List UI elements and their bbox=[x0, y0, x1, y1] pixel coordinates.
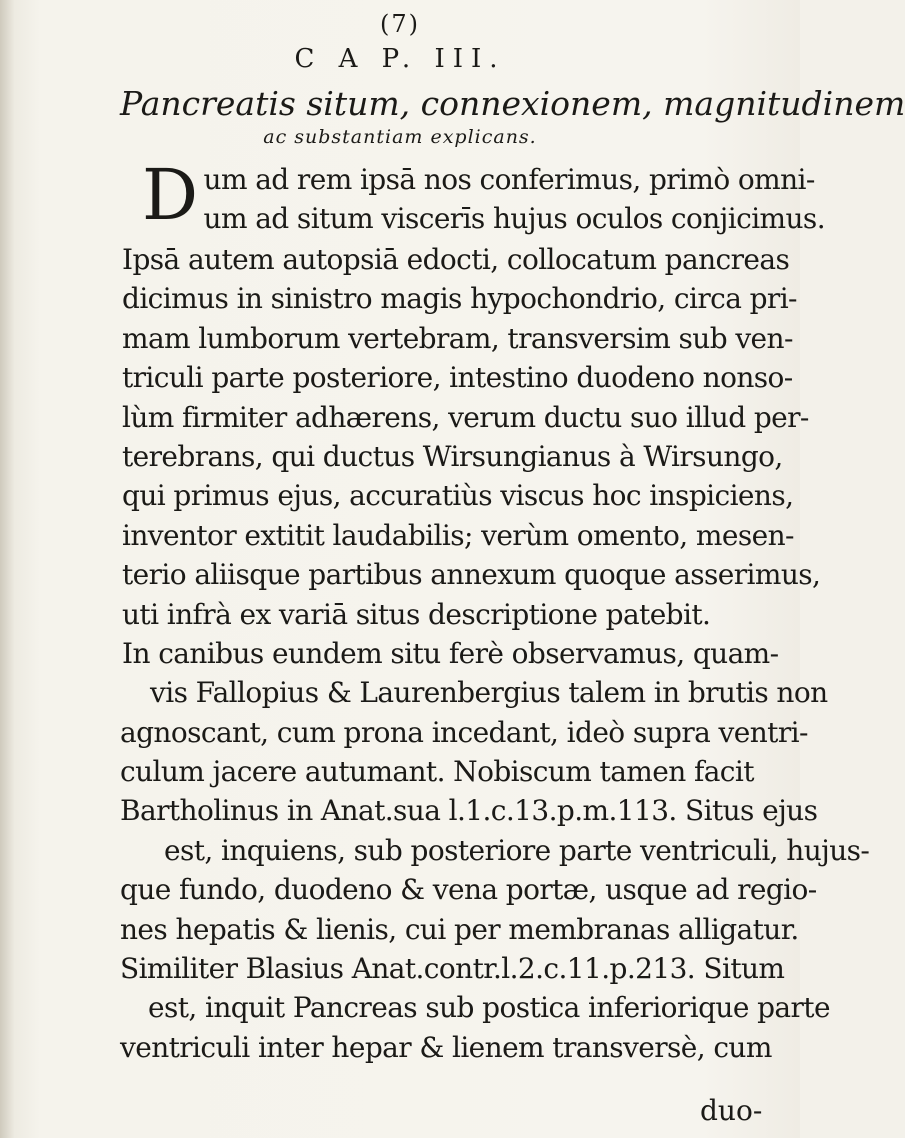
drop-cap: D bbox=[142, 154, 198, 236]
text-line: um ad rem ipsā nos conferimus, primò omni- bbox=[203, 163, 815, 196]
text-line: ventriculi inter hepar & lienem transversè, cum bbox=[120, 1030, 772, 1064]
text-line: Similiter Blasius Anat.contr.l.2.c.11.p.213. Situm bbox=[120, 952, 785, 986]
text-line: inventor extitit laudabilis; verùm omento, mesen- bbox=[122, 518, 794, 552]
text-line: triculi parte posteriore, intestino duodeno nonso- bbox=[122, 361, 793, 395]
chapter-subtitle: ac substantiam explicans. bbox=[263, 126, 537, 148]
text-line: mam lumborum vertebram, transversim sub ven- bbox=[122, 321, 793, 355]
chapter-heading: C A P. III. bbox=[294, 44, 506, 74]
text-line: culum jacere autumant. Nobiscum tamen facit bbox=[120, 755, 754, 789]
text-line: terebrans, qui ductus Wirsungianus à Wirsungo, bbox=[122, 439, 783, 473]
text-line: lùm firmiter adhærens, verum ductu suo illud per- bbox=[122, 400, 809, 434]
text-line: est, inquit Pancreas sub postica inferiorique parte bbox=[148, 991, 830, 1025]
text-line bbox=[120, 1067, 782, 1106]
text-line: est, inquiens, sub posteriore parte ventriculi, hujus- bbox=[164, 833, 870, 867]
text-line: um ad situm viscerīs hujus oculos conjicimus. bbox=[203, 202, 826, 236]
text-line: qui primus ejus, accuratiùs viscus hoc inspiciens, bbox=[122, 479, 794, 513]
text-line: terio aliisque partibus annexum quoque asserimus, bbox=[122, 558, 821, 592]
text-line: dicimus in sinistro magis hypochondrio, circa pri- bbox=[122, 282, 797, 316]
text-line: agnoscant, cum prona incedant, ideò supra ventri- bbox=[120, 715, 808, 749]
text-line: Ipsā autem autopsiā edocti, collocatum pancreas bbox=[122, 243, 790, 276]
text-line: uti infrà ex variā situs descriptione patebit. bbox=[122, 597, 711, 631]
first-paragraph-opening bbox=[142, 154, 826, 240]
catchword: duo- bbox=[700, 1094, 763, 1127]
text-line: Bartholinus in Anat.sua l.1.c.13.p.m.113. Situs ejus bbox=[120, 794, 818, 828]
body-text bbox=[120, 154, 870, 1107]
text-line: nes hepatis & lienis, cui per membranas alligatur. bbox=[120, 912, 799, 946]
chapter-title: Pancreatis situm, connexionem, magnitudinem bbox=[120, 84, 905, 123]
text-line: In canibus eundem situ ferè observamus, quam- bbox=[122, 636, 779, 670]
page-number: (7) bbox=[380, 10, 420, 38]
page-edge bbox=[0, 0, 14, 1138]
text-line: vis Fallopius & Laurenbergius talem in brutis non bbox=[150, 676, 828, 710]
text-line: que fundo, duodeno & vena portæ, usque ad regio- bbox=[120, 873, 817, 907]
